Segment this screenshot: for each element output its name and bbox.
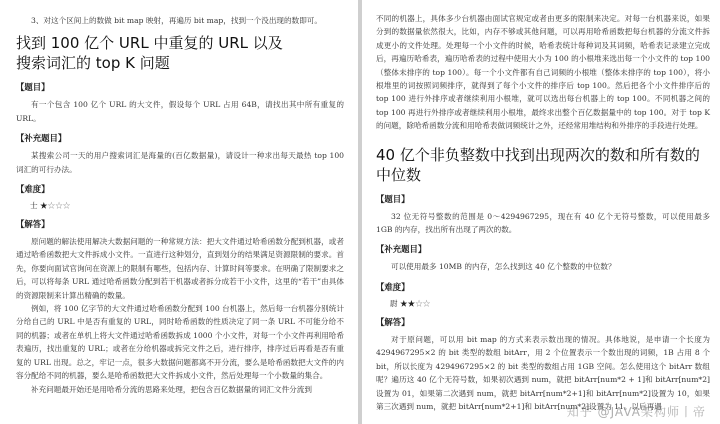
intro-line: 3、对这个区间上的数做 bit map 映射，再遍历 bit map，找到一个没出现的数即可。: [31, 16, 322, 25]
star-empty-icon: ☆☆☆: [47, 201, 71, 211]
left-page: [0, 0, 358, 424]
label-problem: 【题目】: [16, 82, 50, 93]
title-line-2: 搜索词汇的 top K 问题: [16, 54, 170, 73]
label-problem: 【题目】: [376, 193, 410, 204]
label-supplement: 【补充题目】: [16, 133, 67, 144]
label-answer: 【解答】: [16, 219, 50, 230]
difficulty-rating: [390, 298, 710, 309]
label-difficulty: 【难度】: [16, 184, 50, 195]
difficulty-rating: [30, 200, 344, 211]
answer-paragraph-3: 补充问题最开始还是用哈希分流的思路来处理，把包含百亿数据量的词汇文件分流到: [31, 384, 312, 394]
problem-text: 有一个包含 100 亿个 URL 的大文件，假设每个 URL 占用 64B，请找出其中所有重复的 URL。: [16, 100, 344, 123]
title-line-1: 找到 100 亿个 URL 中重复的 URL 以及: [16, 34, 283, 53]
right-page: [362, 0, 720, 424]
section-title-url: [16, 33, 344, 73]
answer-paragraph-1: 对于原问题，可以用 bit map 的方式来表示数出现的情况。具体地说，是申请一个长度为 4294967295×2 的 bit 类型的数组 bitArr，用 2 个位置表示一个数出现的词频，1B 占用 8 个 bit，所以长度为 4294967295×2 的 bit 类型的数组占用 1GB 空间。怎么使用这个 bitArr 数组呢？遍历这 40 亿个无符号数，如果初次遇到 num，就把 bitArr[num*2 + 1]和 bitArr[num*2]设置为 01，如果第二次遇到 num，就把 bitArr[num*2+1]和 bitArr[num*2]设置为 10，如果第三次遇到 num，就把 bitArr[num*2+1]和 bitArr[num*2]设置为 11。以后再遇: [376, 334, 710, 411]
label-answer: 【解答】: [376, 316, 410, 327]
answer-paragraph-1: 原问题的解法使用解决大数据问题的一种常规方法：把大文件通过哈希函数分配到机器，或者通过哈希函数把大文件拆成小文件。一直进行这种划分，直到划分的结果满足资源限制的要求。首先，你要向面试官询问在资源上的限制有哪些，包括内存、计算时间等要求。在明确了限制要求之后，可以将每条 URL 通过哈希函数分配到若干机器或者拆分成若干小文件，这里的“若干”由具体的资源限制来计算出精确的数量。: [16, 237, 344, 300]
supplement-text: 某搜索公司一天的用户搜索词汇是海量的(百亿数据量)，请设计一种求出每天最热 top 100 词汇的可行办法。: [16, 151, 344, 174]
problem-text: 32 位无符号整数的范围是 0～4294967295，现在有 40 亿个无符号整数，可以使用最多 1GB 的内存，找出所有出现了两次的数。: [376, 211, 710, 235]
answer-paragraph-2: 例如，将 100 亿字节的大文件通过哈希函数分配到 100 台机器上，然后每一台机器分别统计分给自己的 URL 中是否有重复的 URL，同时哈希函数的性质决定了同一条 URL 不可能分给不同的机器；或者在单机上将大文件通过哈希函数拆成 1000 个小文件，对每一个小文件再利用哈希表遍历，找出重复的 URL；或者在分给机器或拆完文件之后，进行排序，排序过后再看是否有重复的 URL 出现。总之，牢记一点，很多大数据问题都离不开分流，要么是哈希函数把大文件的内容分配给不同的机器，要么是哈希函数把大文件拆成小文件，然后处理每一个小数量的集合。: [16, 304, 344, 381]
label-difficulty: 【难度】: [376, 281, 410, 292]
watermark: 知乎 @JAVA架构师丨帝: [566, 405, 706, 419]
supplement-text: 可以使用最多 10MB 的内存，怎么找到这 40 亿个整数的中位数？: [391, 262, 616, 272]
difficulty-prefix: 士: [30, 201, 38, 211]
star-filled-icon: ★: [40, 201, 48, 211]
star-filled-icon: ★★: [400, 298, 416, 308]
section-title-integers: 40 亿个非负整数中找到出现两次的数和所有数的中位数: [376, 145, 700, 184]
star-empty-icon: ☆☆: [415, 298, 431, 308]
difficulty-prefix: 尉: [390, 298, 398, 308]
continued-paragraph: 不同的机器上，具体多少台机器由面试官规定或者由更多的限制来决定。对每一台机器来说，如果分到的数据量依然很大，比如，内存不够或其他问题，可以再用哈希函数把每台机器的分流文件拆成更小的文件处理。处理每一个小文件的时候，哈希表统计每种词及其词频，哈希表记录建立完成后，再遍历哈希表，遍历哈希表的过程中使用大小为 100 的小根堆来选出每一个小文件的 top 100（整体未排序的 top 100）。每一个小文件都有自己词频的小根堆（整体未排序的 top 100），将小根堆里的词按照词频排序，就得到了每个小文件的排序后 top 100。然后把各个小文件排序后的 top 100 进行外排序或者继续利用小根堆，就可以选出每台机器上的 top 100。不同机器之间的 top 100 再进行外排序或者继续利用小根堆，最终求出整个百亿数据量中的 top 100。对于 top K 的问题，除哈希函数分流和用哈希表做词频统计之外，还经常用堆结构和外排序的手段进行处理。: [376, 14, 710, 131]
label-supplement: 【补充题目】: [376, 244, 427, 255]
